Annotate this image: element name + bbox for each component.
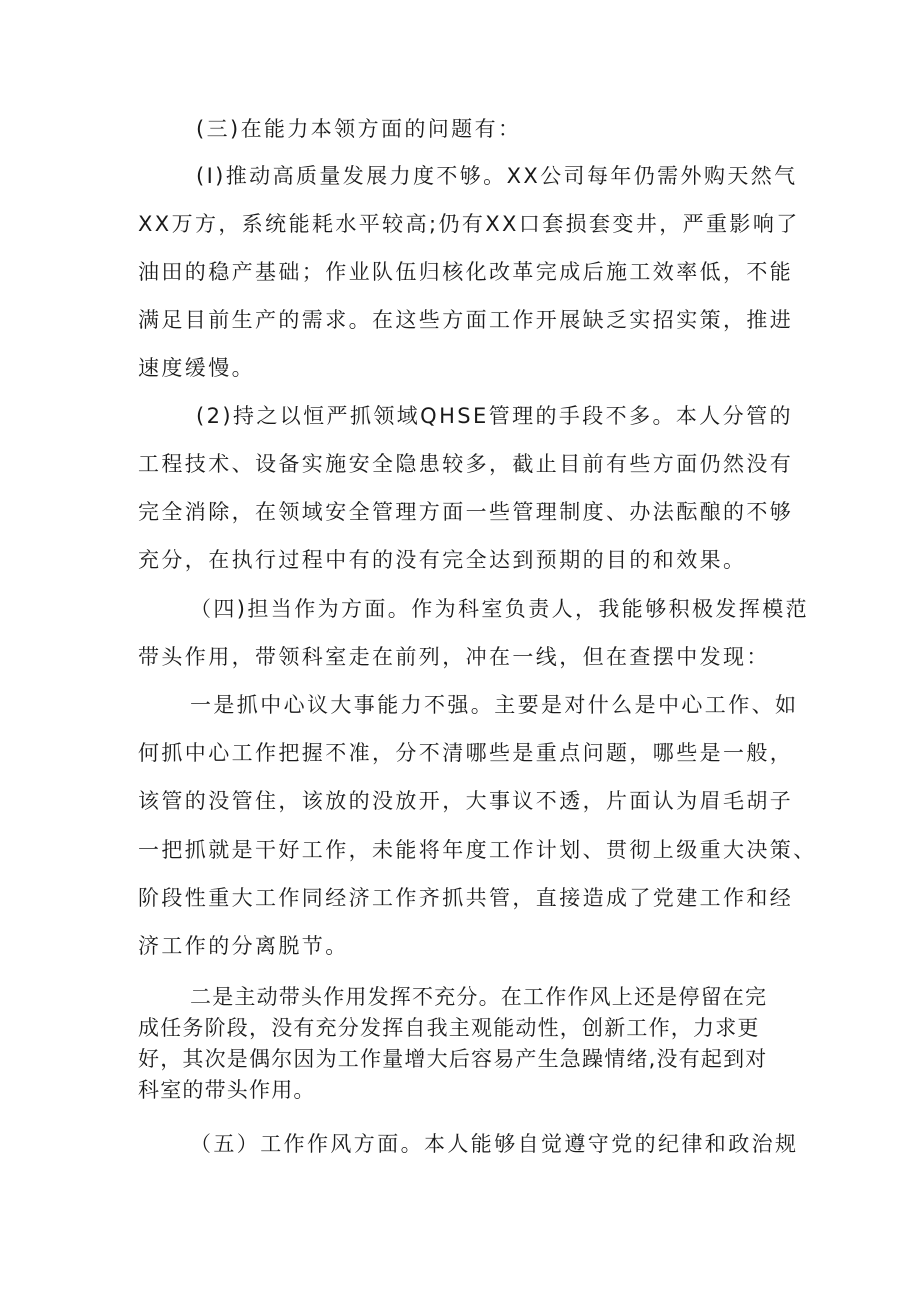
paragraph-line: 济工作的分离脱节。 [138, 934, 349, 958]
paragraph-line: 一把抓就是干好工作，未能将年度工作计划、贯彻上级重大决策、 [138, 838, 817, 862]
paragraph-line: 充分，在执行过程中有的没有完全达到预期的目的和效果。 [138, 548, 747, 572]
section-4-line: （四)担当作为方面。作为科室负责人，我能够积极发挥模范 [190, 597, 809, 621]
section-5-line: （五）工作作风方面。本人能够自觉遵守党的纪律和政治规 [190, 1132, 799, 1156]
paragraph-line: 二是主动带头作用发挥不充分。在工作作风上还是停留在完 [190, 985, 768, 1009]
paragraph-line: XX万方，系统能耗水平较高;仍有XX口套损套变井，严重影响了 [138, 212, 800, 236]
paragraph-line: 该管的没管住，该放的没放开，大事议不透，片面认为眉毛胡子 [138, 789, 794, 813]
paragraph-line: 完全消除，在领域安全管理方面一些管理制度、办法酝酿的不够 [138, 500, 794, 524]
paragraph-line: 油田的稳产基础；作业队伍归核化改革完成后施工效率低，不能 [138, 260, 794, 284]
paragraph-line: 何抓中心工作把握不准，分不清哪些是重点问题，哪些是一般， [138, 741, 794, 765]
paragraph-line: 满足目前生产的需求。在这些方面工作开展缺乏实招实策，推进 [138, 308, 794, 332]
section-3-heading: (三)在能力本领方面的问题有： [196, 117, 522, 141]
paragraph-line: 成任务阶段，没有充分发挥自我主观能动性，创新工作，力求更 [138, 1016, 760, 1040]
paragraph-line: 带头作用，带领科室走在前列，冲在一线，但在查摆中发现： [138, 645, 770, 669]
paragraph-line: (2)持之以恒严抓领域QHSE管理的手段不多。本人分管的 [196, 404, 793, 428]
paragraph-line: 速度缓慢。 [138, 356, 255, 380]
paragraph-line: (I)推动高质量发展力度不够。XX公司每年仍需外购天然气 [196, 164, 798, 188]
paragraph-line: 科室的带头作用。 [138, 1078, 316, 1102]
paragraph-line: 阶段性重大工作同经济工作齐抓共管，直接造成了党建工作和经 [138, 886, 794, 910]
paragraph-line: 工程技术、设备实施安全隐患较多，截止目前有些方面仍然没有 [138, 452, 794, 476]
paragraph-line: 好，其次是偶尔因为工作量增大后容易产生急躁情绪,没有起到对 [138, 1047, 768, 1071]
paragraph-line: 一是抓中心议大事能力不强。主要是对什么是中心工作、如 [190, 693, 799, 717]
